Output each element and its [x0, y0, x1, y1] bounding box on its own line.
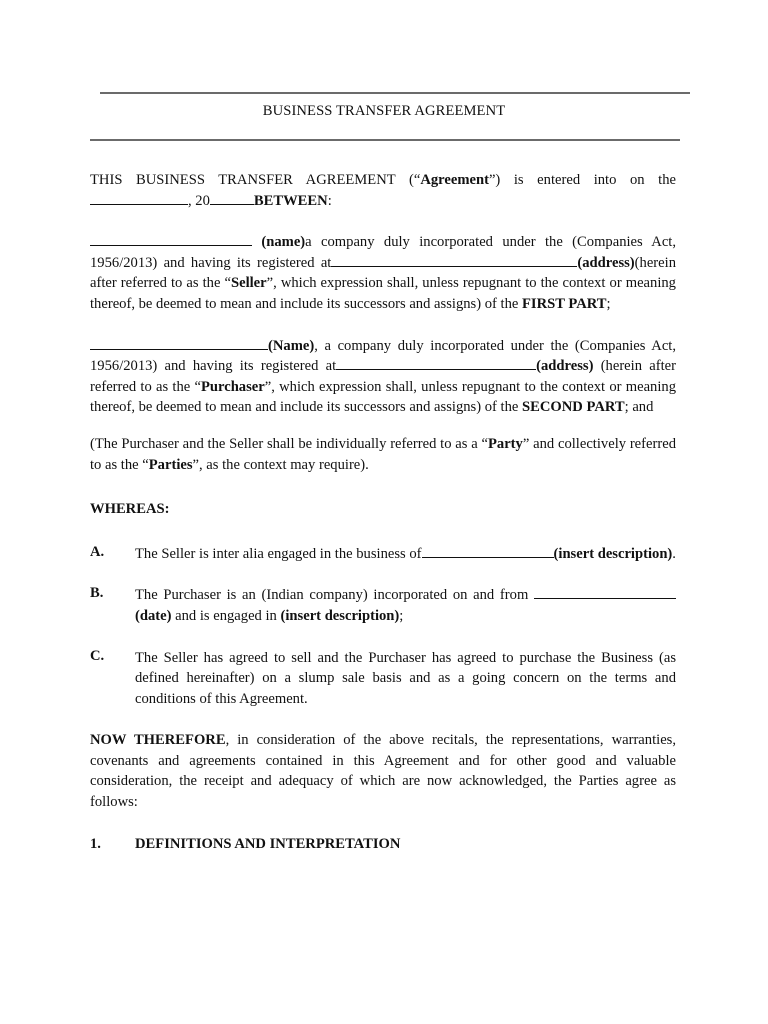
- recital-number: C.: [90, 647, 105, 664]
- date-blank: [90, 191, 188, 205]
- recital-number: B.: [90, 585, 104, 602]
- section-number: 1.: [90, 835, 101, 852]
- purchaser-address-blank: [336, 356, 536, 370]
- parties-paragraph: (The Purchaser and the Seller shall be individually referred to as a “Party” and collectively referred to as the “Parties”, as the context may require).: [90, 435, 676, 473]
- seller-address-blank: [331, 253, 577, 267]
- seller-paragraph: (name)a company duly incorporated under the (Companies Act, 1956/2013) and having its registered at (address)(herein after referred to as the “Seller”, which expression shall, unless repugnant to the context or meaning thereof, be deemed to mean and include its successors and assigns) of the FIRST PART;: [90, 234, 676, 312]
- now-therefore-paragraph: NOW THEREFORE, in consideration of the above recitals, the representations, warranties, covenants and agreements contained in this Agreement and for other good and valuable consideration, the receipt and adequacy of which are now acknowledged, the Parties agree as follows:: [90, 732, 676, 811]
- purchaser-name-blank: [90, 336, 268, 350]
- recital-c: C. The Seller has agreed to sell and the Purchaser has agreed to purchase the Business (as defined hereinafter) on a slump sale basis and as a going concern on the terms and conditions of this Agreement.: [90, 647, 676, 707]
- whereas-heading: WHEREAS:: [90, 501, 170, 518]
- section-heading: [90, 834, 676, 855]
- purchaser-paragraph: (Name), a company duly incorporated under the (Companies Act, 1956/2013) and having its registered at (address) (herein after referred to as the “Purchaser”, which expression shall, unless repugnant to the context or meaning thereof, be deemed to mean and include its successors and assigns) of the SECOND PART; and: [90, 337, 676, 416]
- recital-b: B. The Purchaser is an (Indian company) incorporated on and from (date) and is engaged in (insert description);: [90, 585, 676, 626]
- intro-paragraph: THIS BUSINESS TRANSFER AGREEMENT (“Agreement”) is entered into on the , 20 BETWEEN:: [90, 172, 676, 209]
- recital-a: A. The Seller is inter alia engaged in the business of (insert description).: [90, 543, 676, 562]
- top-rule: [100, 92, 690, 94]
- year-blank: [210, 191, 254, 205]
- recital-number: A.: [90, 543, 105, 560]
- document-body: [90, 170, 676, 854]
- section-title: DEFINITIONS AND INTERPRETATION: [135, 835, 401, 852]
- business-blank: [422, 544, 554, 558]
- bottom-rule: [90, 139, 680, 141]
- incorporation-date-blank: [534, 585, 676, 599]
- seller-name-blank: [90, 232, 252, 246]
- document-title: BUSINESS TRANSFER AGREEMENT: [262, 103, 506, 119]
